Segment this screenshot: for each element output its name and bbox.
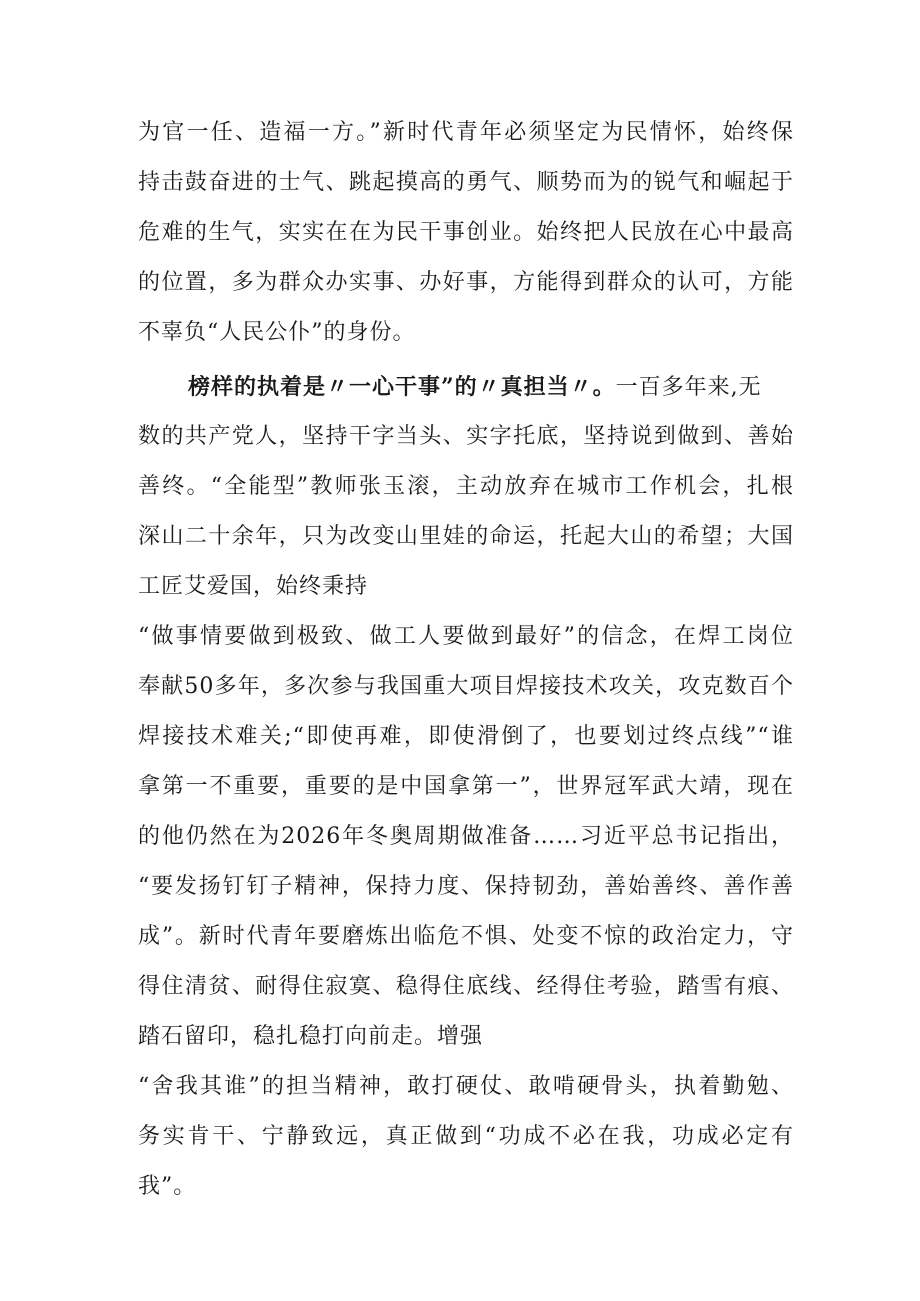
text-line: 为官一任、造福一方。”新时代青年必须坚定为民情怀，始终保 [138, 120, 794, 145]
paragraph-2 [138, 362, 794, 1212]
text-line: 危难的生气，实实在在为民干事创业。始终把人民放在心中最高 [138, 220, 794, 245]
text-line: 持击鼓奋进的士气、跳起摸高的勇气、顺势而为的锐气和崛起于 [138, 170, 794, 195]
text-line: 的位置，多为群众办实事、办好事，方能得到群众的认可，方能 [138, 270, 794, 295]
heading-line-rest: 一百多年来,无 [615, 375, 762, 400]
paragraph-heading: 榜样的执着是〃一心干事”的〃真担当〃。 [188, 374, 616, 400]
text-line: 得住清贫、耐得住寂寞、稳得住底线、经得住考验，踏雪有痕、 [138, 974, 794, 999]
text-line: “要发扬钉钉子精神，保持力度、保持韧劲，善始善终、善作善 [138, 874, 794, 899]
paragraph-1 [138, 108, 794, 358]
document-body [138, 108, 794, 1212]
text-line: 我”。 [138, 1174, 197, 1199]
text-line: 拿第一不重要，重要的是中国拿第一”，世界冠军武大靖，现在 [138, 774, 794, 799]
text-line: 工匠艾爱国，始终秉持 [138, 574, 369, 599]
text-line-first [138, 362, 794, 412]
text-line: 焊接技术难关;“即使再难，即使滑倒了，也要划过终点线”“谁 [138, 724, 794, 749]
text-line: “做事情要做到极致、做工人要做到最好”的信念，在焊工岗位 [138, 624, 794, 649]
text-line: 成”。新时代青年要磨炼出临危不惧、处变不惊的政治定力，守 [138, 924, 794, 949]
text-line: 踏石留印，稳扎稳打向前走。增强 [138, 1024, 484, 1049]
text-line: 深山二十余年，只为改变山里娃的命运，托起大山的希望；大国 [138, 524, 794, 549]
text-line: “舍我其谁”的担当精神，敢打硬仗、敢啃硬骨头，执着勤勉、 [138, 1074, 794, 1099]
text-line: 奉献50多年，多次参与我国重大项目焊接技术攻关，攻克数百个 [138, 674, 794, 699]
text-line: 善终。“全能型”教师张玉滚，主动放弃在城市工作机会，扎根 [138, 474, 794, 499]
text-line: 不辜负“人民公仆”的身份。 [138, 320, 416, 345]
text-line: 数的共产党人，坚持干字当头、实字托底，坚持说到做到、善始 [138, 424, 794, 449]
text-line: 务实肯干、宁静致远，真正做到“功成不必在我，功成必定有 [138, 1124, 794, 1149]
text-line: 的他仍然在为2026年冬奥周期做准备……习近平总书记指出， [138, 824, 794, 849]
